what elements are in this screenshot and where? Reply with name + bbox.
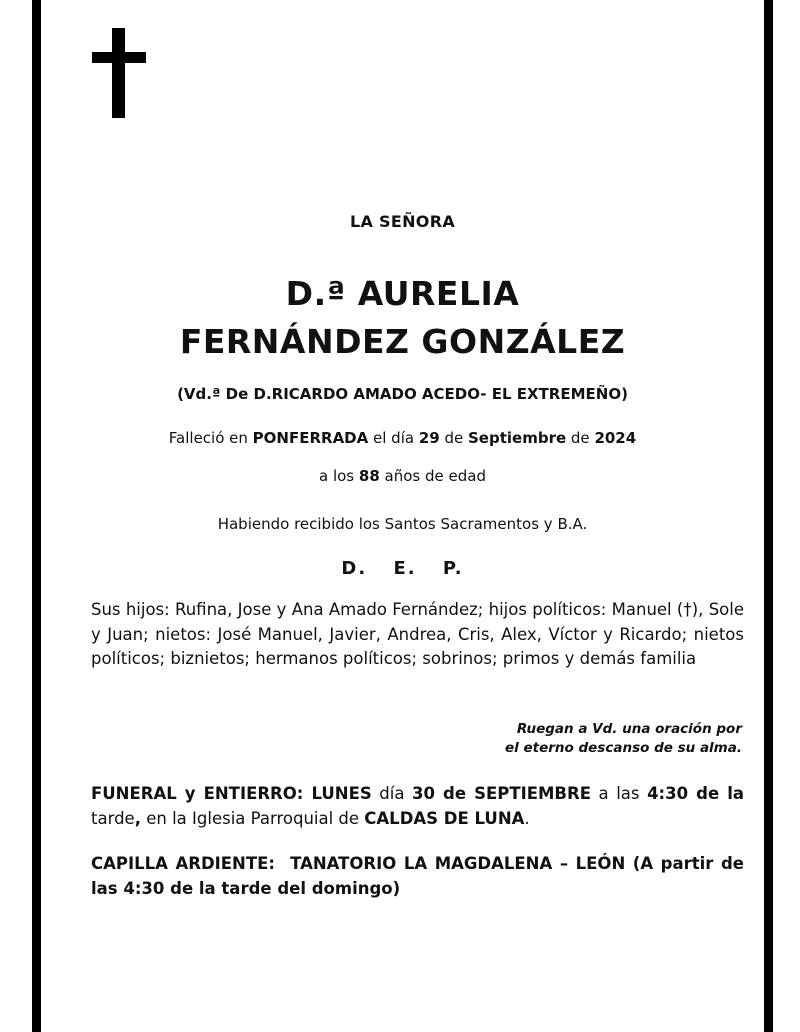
- deceased-name-line2: FERNÁNDEZ GONZÁLEZ: [179, 322, 626, 361]
- funeral-time: 4:30 de la: [647, 784, 745, 803]
- funeral-t1: día: [371, 784, 413, 803]
- prayer-line1: Ruegan a Vd. una oración por: [516, 721, 742, 737]
- death-year: 2024: [594, 429, 637, 447]
- age-prefix: a los: [319, 467, 359, 485]
- funeral-church: CALDAS DE LUNA: [364, 808, 525, 828]
- funeral-t5: en la Iglesia Parroquial de: [140, 808, 365, 828]
- family-paragraph: Sus hijos: Rufina, Jose y Ana Amado Fernández; hijos políticos: Manuel (†), Sole y Juan; nietos: José Manuel, Javier, Andrea, Cris, Alex, Víctor y Ricardo; nietos políticos; biznietos; hermanos políticos; sobrinos; primos y demás familia: [91, 600, 744, 668]
- left-border-bar: [32, 0, 41, 1032]
- funeral-t2: a las: [590, 784, 648, 803]
- death-mid2: de: [439, 429, 468, 447]
- deceased-name-line1: D.ª AURELIA: [285, 274, 520, 313]
- prayer-line2: el eterno descanso de su alma.: [505, 740, 742, 756]
- funeral-t3: tarde: [91, 808, 135, 828]
- title-label: LA SEÑORA: [350, 212, 455, 231]
- death-day: 29: [418, 429, 440, 447]
- death-statement: [41, 429, 764, 447]
- latin-cross-icon: [92, 28, 146, 120]
- funeral-date: 30 de SEPTIEMBRE: [412, 784, 591, 803]
- cross-horizontal-beam: [92, 52, 146, 63]
- chapel-colon: :: [268, 854, 291, 873]
- right-border-bar: [764, 0, 773, 1032]
- age-suffix: años de edad: [379, 467, 486, 485]
- sacraments-statement: Habiendo recibido los Santos Sacramentos y B.A.: [217, 515, 588, 533]
- death-mid3: de: [566, 429, 595, 447]
- funeral-paragraph: [91, 782, 744, 831]
- death-place: PONFERRADA: [252, 429, 369, 447]
- cross-vertical-beam: [112, 28, 125, 118]
- chapel-paragraph: [91, 852, 744, 901]
- funeral-t6: .: [524, 808, 530, 828]
- age-years: 88: [358, 467, 380, 485]
- dep-initials: D. E. P.: [341, 558, 464, 579]
- death-mid1: el día: [368, 429, 419, 447]
- funeral-label: FUNERAL y ENTIERRO: LUNES: [91, 784, 372, 803]
- death-prefix: Falleció en: [168, 429, 253, 447]
- chapel-label: CAPILLA ARDIENTE: [91, 854, 269, 873]
- age-statement: [41, 467, 764, 485]
- chapel-text: TANATORIO LA MAGDALENA – LEÓN (A partir de las 4:30 de la tarde del domingo): [91, 854, 744, 898]
- funeral-t4: ,: [134, 808, 141, 828]
- prayer-request: [420, 720, 742, 758]
- widow-note: (Vd.ª De D.RICARDO AMADO ACEDO- EL EXTREMEÑO): [177, 385, 628, 403]
- death-month: Septiembre: [468, 429, 567, 447]
